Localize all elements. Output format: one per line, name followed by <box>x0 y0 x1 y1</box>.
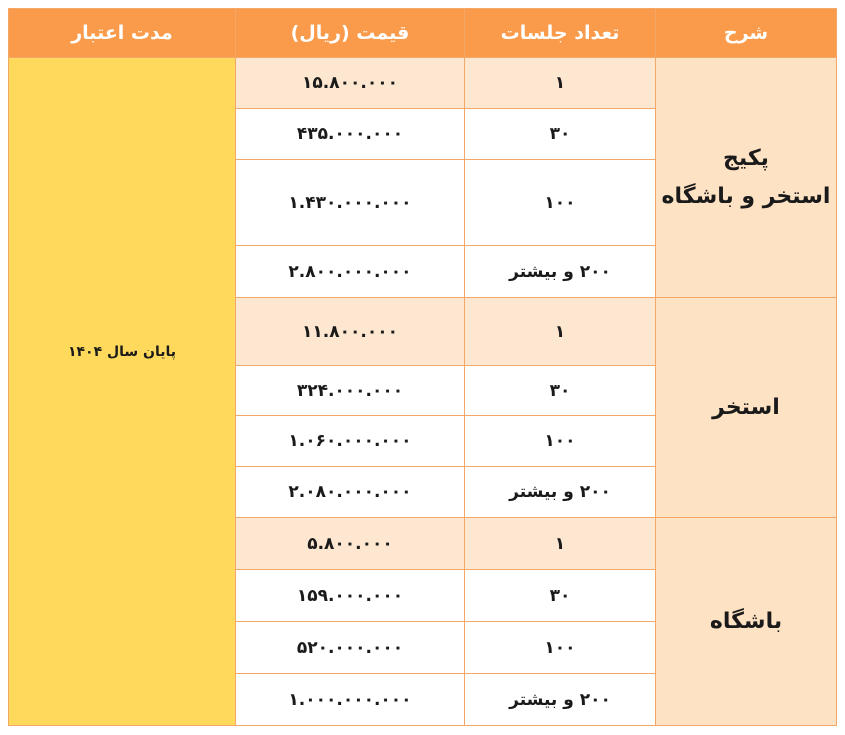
header-sessions: تعداد جلسات <box>465 9 656 58</box>
sessions-cell: ۳۰ <box>465 109 656 160</box>
price-cell: ۱۱.۸۰۰.۰۰۰ <box>236 298 465 366</box>
sessions-cell: ۳۰ <box>465 366 656 416</box>
header-row <box>9 9 837 58</box>
price-cell: ۵.۸۰۰.۰۰۰ <box>236 518 465 570</box>
group-title-line1: باشگاه <box>709 608 783 634</box>
sessions-cell: ۱ <box>465 518 656 570</box>
table-row <box>9 58 837 109</box>
price-cell: ۱۵.۸۰۰.۰۰۰ <box>236 58 465 109</box>
sessions-cell: ۳۰ <box>465 570 656 622</box>
validity-text: پایان سال ۱۴۰۴ <box>67 343 177 360</box>
group-title-package <box>656 58 837 298</box>
price-cell: ۳۲۴.۰۰۰.۰۰۰ <box>236 366 465 416</box>
sessions-cell: ۱ <box>465 58 656 109</box>
group-title-line2: استخر و باشگاه <box>661 183 831 209</box>
group-title-gym <box>656 518 837 726</box>
sessions-cell: ۲۰۰ و بیشتر <box>465 246 656 298</box>
header-price: قیمت (ریال) <box>236 9 465 58</box>
price-cell: ۵۲۰.۰۰۰.۰۰۰ <box>236 622 465 674</box>
group-title-pool <box>656 298 837 518</box>
sessions-cell: ۱۰۰ <box>465 416 656 467</box>
validity-cell <box>9 58 236 726</box>
sessions-cell: ۱۰۰ <box>465 622 656 674</box>
sessions-cell: ۱۰۰ <box>465 160 656 246</box>
price-cell: ۲.۸۰۰.۰۰۰.۰۰۰ <box>236 246 465 298</box>
sessions-cell: ۲۰۰ و بیشتر <box>465 674 656 726</box>
price-cell: ۱.۰۶۰.۰۰۰.۰۰۰ <box>236 416 465 467</box>
group-title-line1: پکیج <box>723 146 769 172</box>
price-cell: ۱.۴۳۰.۰۰۰.۰۰۰ <box>236 160 465 246</box>
sessions-cell: ۱ <box>465 298 656 366</box>
price-cell: ۱.۰۰۰.۰۰۰.۰۰۰ <box>236 674 465 726</box>
price-table <box>8 8 837 726</box>
price-cell: ۴۳۵.۰۰۰.۰۰۰ <box>236 109 465 160</box>
header-validity: مدت اعتبار <box>9 9 236 58</box>
header-description: شرح <box>656 9 837 58</box>
group-title-line1: استخر <box>712 394 780 420</box>
sessions-cell: ۲۰۰ و بیشتر <box>465 467 656 518</box>
price-cell: ۲.۰۸۰.۰۰۰.۰۰۰ <box>236 467 465 518</box>
price-cell: ۱۵۹.۰۰۰.۰۰۰ <box>236 570 465 622</box>
